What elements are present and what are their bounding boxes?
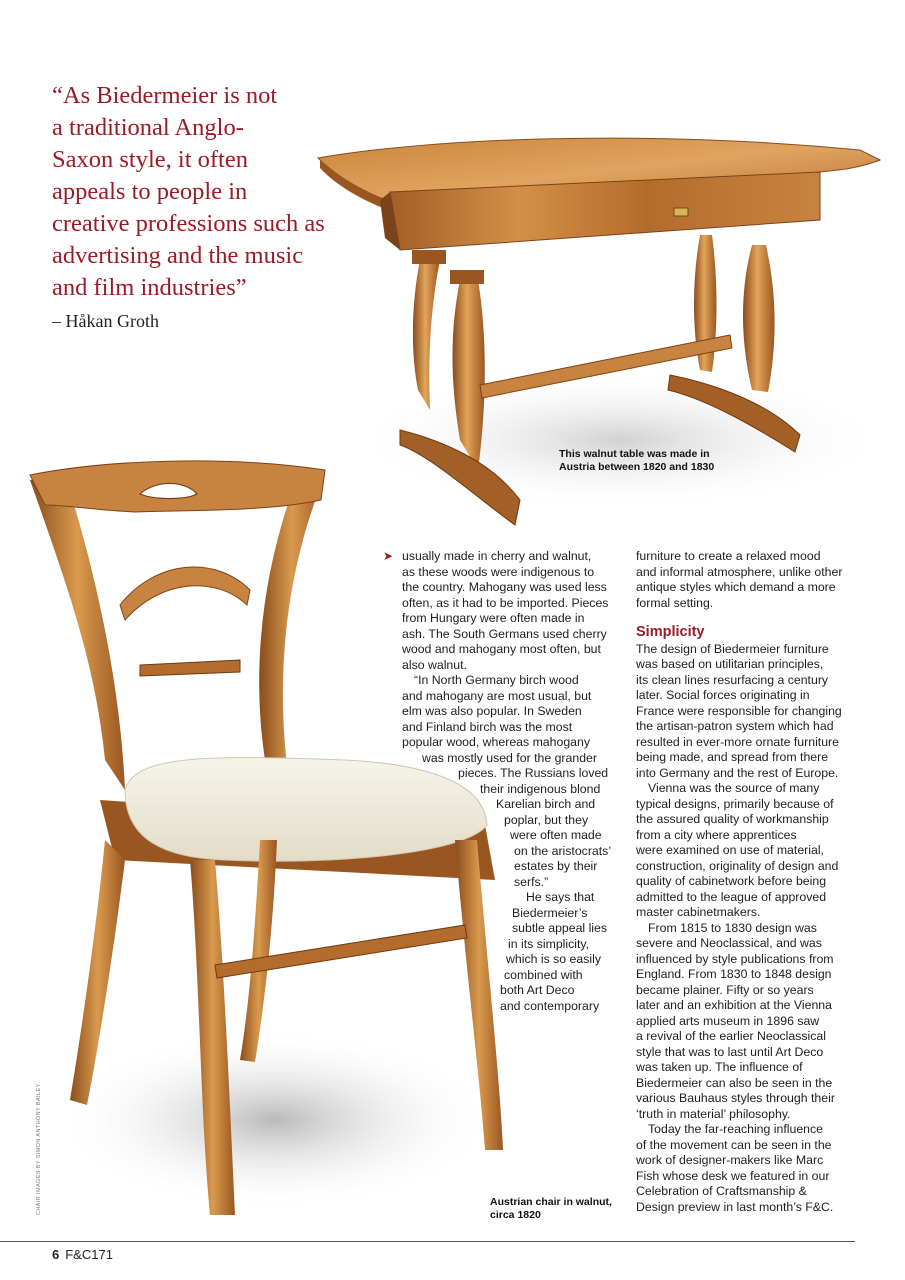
text-line: the artisan-patron system which had <box>636 719 834 733</box>
text-line: the country. Mahogany was used less <box>402 580 607 594</box>
text-line: style that was to last until Art Deco <box>636 1044 824 1059</box>
text-line: combined with <box>504 967 583 982</box>
text-line: subtle appeal lies <box>512 921 608 935</box>
caption-line: circa 1820 <box>490 1209 541 1221</box>
photo-credit: CHAIR IMAGES BY SIMON ANTHONY BAILEY <box>36 1083 42 1215</box>
text-line: later. Social forces originating in <box>636 688 810 702</box>
text-line: into Germany and the rest of Europe. <box>636 765 839 780</box>
text-line: “In North Germany birch wood <box>414 673 579 687</box>
text-line: furniture to create a relaxed mood <box>636 549 821 563</box>
text-line: Vienna was the source of many <box>648 781 820 795</box>
text-line: wood and mahogany most often, but <box>402 642 601 656</box>
quote-attribution: – Håkan Groth <box>52 311 159 331</box>
article-column-middle <box>402 549 624 1014</box>
text-line: and informal atmosphere, unlike other <box>636 564 843 579</box>
quote-line: appeals to people in <box>52 178 248 205</box>
quote-line: advertising and the music <box>52 242 304 269</box>
quote-line: a traditional Anglo- <box>52 114 244 141</box>
text-line: the assured quality of workmanship <box>636 812 829 826</box>
text-line: Celebration of Craftsmanship & <box>636 1184 807 1198</box>
text-line: Design preview in last month’s F&C. <box>636 1199 834 1214</box>
text-line: both Art Deco <box>500 983 575 997</box>
text-line: also walnut. <box>402 657 467 672</box>
text-line: were often made <box>510 828 602 842</box>
text-line: and contemporary <box>500 998 600 1013</box>
text-line: was mostly used for the grander <box>422 750 597 765</box>
text-line: resulted in ever-more ornate furniture <box>636 734 839 749</box>
text-line: work of designer-makers like Marc <box>636 1153 824 1167</box>
text-line: Fish whose desk we featured in our <box>636 1168 830 1183</box>
text-line: poplar, but they <box>504 812 589 827</box>
caption-line: Austria between 1820 and 1830 <box>559 461 715 473</box>
text-line: ‘truth in material’ philosophy. <box>636 1106 791 1121</box>
footer-divider <box>0 1241 855 1242</box>
caption-line: This walnut table was made in <box>559 448 710 460</box>
text-line: France were responsible for changing <box>636 703 842 718</box>
text-line: and mahogany are most usual, but <box>402 688 592 703</box>
text-line: ash. The South Germans used cherry <box>402 626 607 641</box>
text-line: from a city where apprentices <box>636 827 797 842</box>
text-line: as these woods were indigenous to <box>402 564 595 579</box>
text-line: often, as it had to be imported. Pieces <box>402 595 609 610</box>
text-line: applied arts museum in 1896 saw <box>636 1013 820 1028</box>
page-footer <box>52 1247 113 1262</box>
section-heading-simplicity: Simplicity <box>636 624 705 640</box>
text-line: The design of Biedermeier furniture <box>636 641 829 656</box>
text-line: He says that <box>526 890 595 904</box>
text-line: was taken up. The influence of <box>636 1060 803 1074</box>
text-line: being made, and spread from there <box>636 750 829 764</box>
quote-line: and film industries” <box>52 274 247 301</box>
table-caption <box>559 448 714 474</box>
text-line: a revival of the earlier Neoclassical <box>636 1029 827 1043</box>
text-line: which is so easily <box>506 952 601 966</box>
page-number: 6 <box>52 1247 60 1262</box>
text-line: from Hungary were often made in <box>402 611 585 625</box>
text-line: later and an exhibition at the Vienna <box>636 998 832 1012</box>
text-line: usually made in cherry and walnut, <box>402 549 592 563</box>
text-line: pieces. The Russians loved <box>458 766 609 780</box>
text-line: its clean lines resurfacing a century <box>636 672 829 687</box>
text-line: and Finland birch was the most <box>402 719 573 734</box>
text-line: construction, originality of design and <box>636 858 839 873</box>
text-line: typical designs, primarily because of <box>636 796 834 811</box>
text-line: formal setting. <box>636 595 714 610</box>
text-line: of the movement can be seen in the <box>636 1137 832 1152</box>
continuation-arrow-icon: ➤ <box>383 549 394 563</box>
quote-line: Saxon style, it often <box>52 146 248 173</box>
text-line: estates by their <box>514 859 598 873</box>
text-line: on the aristocrats’ <box>514 843 612 858</box>
text-line: severe and Neoclassical, and was <box>636 936 822 950</box>
text-line: Karelian birch and <box>496 797 596 811</box>
text-line: From 1815 to 1830 design was <box>648 920 817 935</box>
text-line: Biedermeier’s <box>512 905 588 920</box>
text-line: Biedermeier can also be seen in the <box>636 1075 833 1090</box>
text-line: in its simplicity, <box>508 936 590 951</box>
text-line: elm was also popular. In Sweden <box>402 704 582 718</box>
quote-line: “As Biedermeier is not <box>52 82 278 109</box>
text-line: various Bauhaus styles through their <box>636 1091 835 1105</box>
text-line: admitted to the league of approved <box>636 889 827 904</box>
text-line: antique styles which demand a more <box>636 580 836 594</box>
text-line: master cabinetmakers. <box>636 905 761 919</box>
text-line: was based on utilitarian principles, <box>636 657 824 671</box>
text-line: influenced by style publications from <box>636 951 834 966</box>
text-line: became plainer. Fifty or so years <box>636 982 814 997</box>
text-line: Today the far-reaching influence <box>648 1122 823 1136</box>
text-line: their indigenous blond <box>480 781 601 796</box>
caption-line: Austrian chair in walnut, <box>490 1196 612 1208</box>
text-line: England. From 1830 to 1848 design <box>636 967 832 981</box>
text-line: were examined on use of material, <box>636 843 824 857</box>
article-column-right <box>636 549 856 1215</box>
text-line: serfs.” <box>514 874 549 889</box>
quote-line: creative professions such as <box>52 210 325 237</box>
text-line: popular wood, whereas mahogany <box>402 735 590 749</box>
magazine-issue: F&C171 <box>65 1247 113 1262</box>
chair-caption <box>490 1196 612 1222</box>
text-line: quality of cabinetwork before being <box>636 874 827 888</box>
